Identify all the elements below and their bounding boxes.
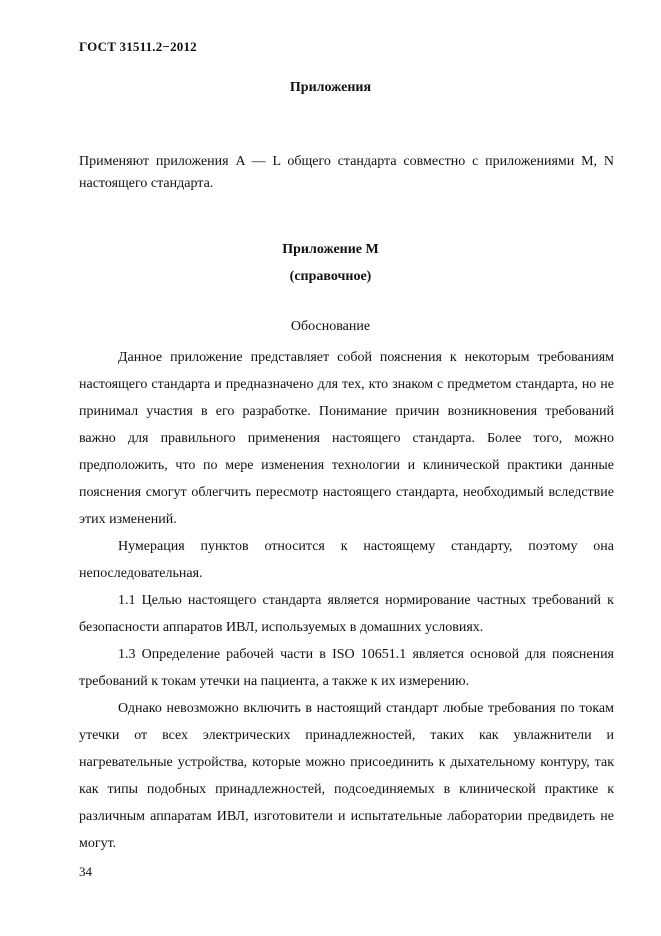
appendices-title: Приложения [289,80,372,95]
paragraph-clause-1-3: 1.3 Определение рабочей части в ISO 10651.1 является основой для пояснения требований к токам утечки на пациента, а также к их измерению. [79,647,614,689]
appendices-intro-text: Применяют приложения A — L общего стандарта совместно с приложениями M, N настоящего стандарта. [79,154,614,191]
appendix-m-status: (справочное) [289,269,372,284]
standard-code-header: ГОСТ 31511.2−2012 [79,39,197,54]
appendix-m-body [79,344,614,857]
paragraph-leakage: Однако невозможно включить в настоящий стандарт любые требования по токам утечки от всех электрических принадлежностей, таких как увлажнители и нагревательные устройства, которые можно присоединить к дыхательному контуру, так как типы подобных принадлежностей, подсоединяемых в клинической практике к различным аппаратам ИВЛ, изготовители и испытательные лаборатории предвидеть не могут. [79,701,614,851]
paragraph-clause-1-1: 1.1 Целью настоящего стандарта является нормирование частных требований к безопасности аппаратов ИВЛ, используемых в домашних условиях. [79,593,614,635]
paragraph-purpose: Данное приложение представляет собой пояснения к некоторым требованиям настоящего стандарта и предназначено для тех, кто знаком с предметом стандарта, но не принимал участия в его разработке. Понимание причин возникновения требований важно для правильного применения настоящего стандарта. Более того, можно предположить, что по мере изменения технологии и клинической практики данные пояснения смогут облегчить пересмотр настоящего стандарта, необходимый вследствие этих изменений. [79,350,614,527]
appendix-m-title: Приложение M [282,242,379,257]
paragraph-numbering: Нумерация пунктов относится к настоящему стандарту, поэтому она непоследовательная. [79,539,614,581]
page-number: 34 [79,864,92,879]
appendix-m-subheading: Обоснование [290,319,371,334]
